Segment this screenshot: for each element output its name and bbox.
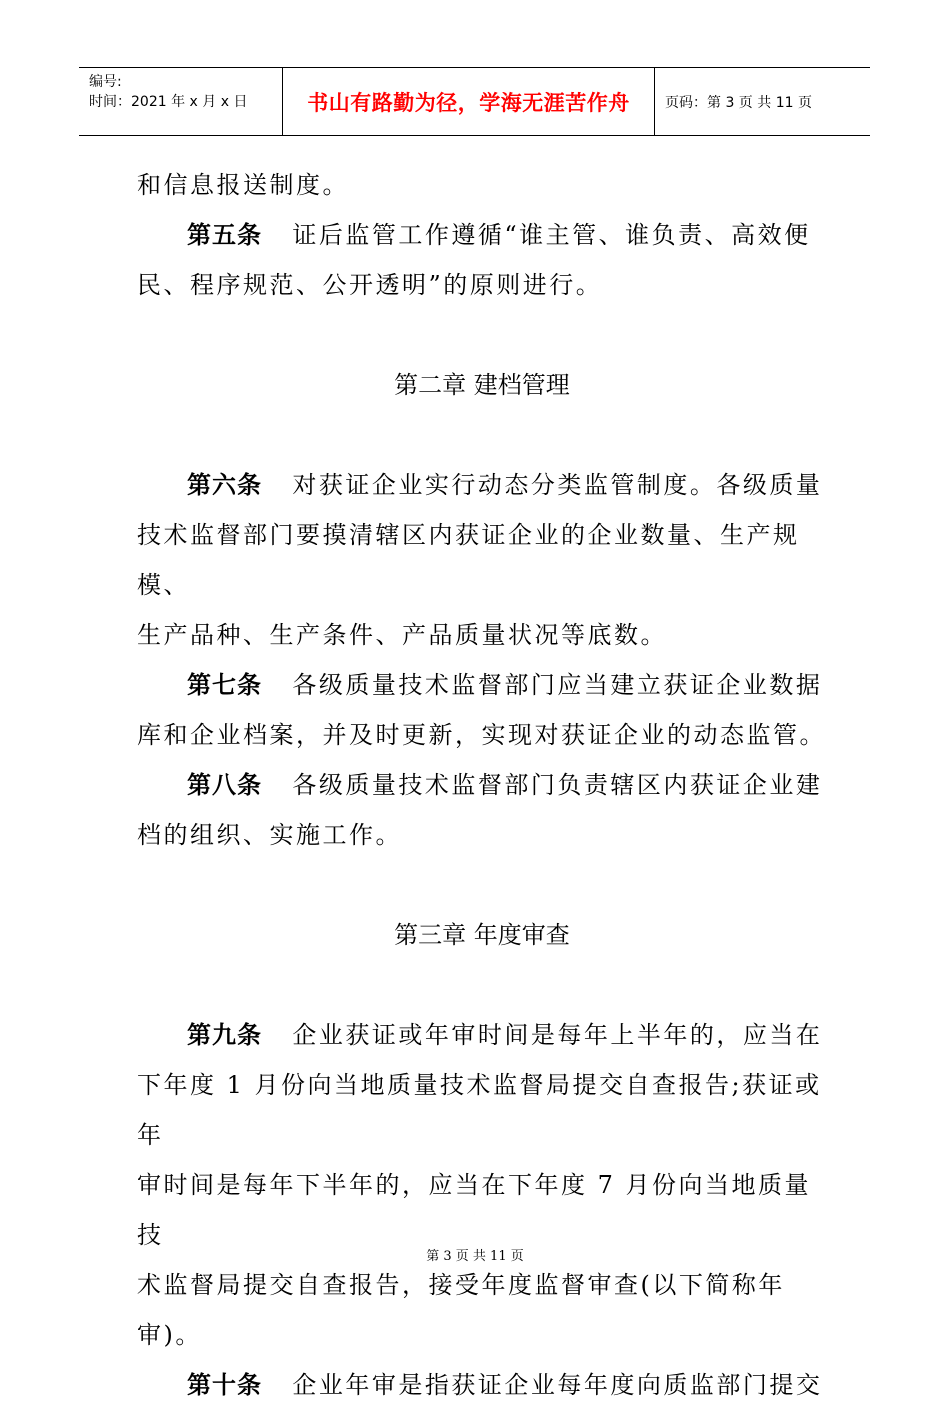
article-9-line-3: 审时间是每年下半年的，应当在下年度 7 月份向当地质量技 (137, 1171, 812, 1249)
article-6-title: 第六条 (187, 471, 262, 499)
article-9-title: 第九条 (187, 1021, 262, 1049)
page-footer: 第 3 页 共 11 页 (426, 1249, 524, 1264)
article-6-text: 对获证企业实行动态分类监管制度。各级质量 (292, 471, 823, 499)
header-meta (79, 68, 282, 135)
article-9-line-4: 术监督局提交自查报告，接受年度监督审查(以下简称年审)。 (137, 1271, 785, 1349)
article-8 (137, 760, 827, 810)
article-7-line-2: 库和企业档案，并及时更新，实现对获证企业的动态监管。 (137, 721, 826, 749)
article-10-text: 企业年审是指获证企业每年度向质监部门提交 (292, 1371, 823, 1399)
article-6-line-2: 技术监督部门要摸清辖区内获证企业的企业数量、生产规模、 (137, 521, 800, 599)
document-number-label: 编号: (89, 74, 122, 90)
page-header (79, 67, 870, 136)
paragraph-continuation: 和信息报送制度。 (137, 171, 349, 199)
document-body (137, 160, 827, 1410)
article-5-text: 证后监管工作遵循“谁主管、谁负责、高效便 (292, 221, 811, 249)
article-8-text: 各级质量技术监督部门负责辖区内获证企业建 (292, 771, 823, 799)
article-6 (137, 460, 827, 510)
article-6-line-3: 生产品种、生产条件、产品质量状况等底数。 (137, 621, 667, 649)
article-9-text: 企业获证或年审时间是每年上半年的，应当在 (292, 1021, 823, 1049)
article-7-title: 第七条 (187, 671, 262, 699)
article-5-title: 第五条 (187, 221, 262, 249)
header-motto-cell (282, 68, 655, 135)
article-5-line-2: 民、程序规范、公开透明”的原则进行。 (137, 271, 603, 299)
article-8-line-2: 档的组织、实施工作。 (137, 821, 402, 849)
article-7-text: 各级质量技术监督部门应当建立获证企业数据 (292, 671, 823, 699)
header-page-info: 页码：第 3 页 共 11 页 (665, 94, 812, 111)
article-9-line-2: 下年度 1 月份向当地质量技术监督局提交自查报告;获证或年 (137, 1071, 822, 1149)
header-motto: 书山有路勤为径，学海无涯苦作舟 (307, 90, 630, 115)
article-7 (137, 660, 827, 710)
chapter-2-heading: 第二章 建档管理 (394, 371, 570, 399)
article-10 (137, 1360, 827, 1410)
article-8-title: 第八条 (187, 771, 262, 799)
article-5 (137, 210, 827, 260)
article-9 (137, 1010, 827, 1060)
document-time-label: 时间：2021 年 x 月 x 日 (89, 94, 248, 110)
chapter-3-heading: 第三章 年度审查 (394, 921, 570, 949)
article-10-title: 第十条 (187, 1371, 262, 1399)
